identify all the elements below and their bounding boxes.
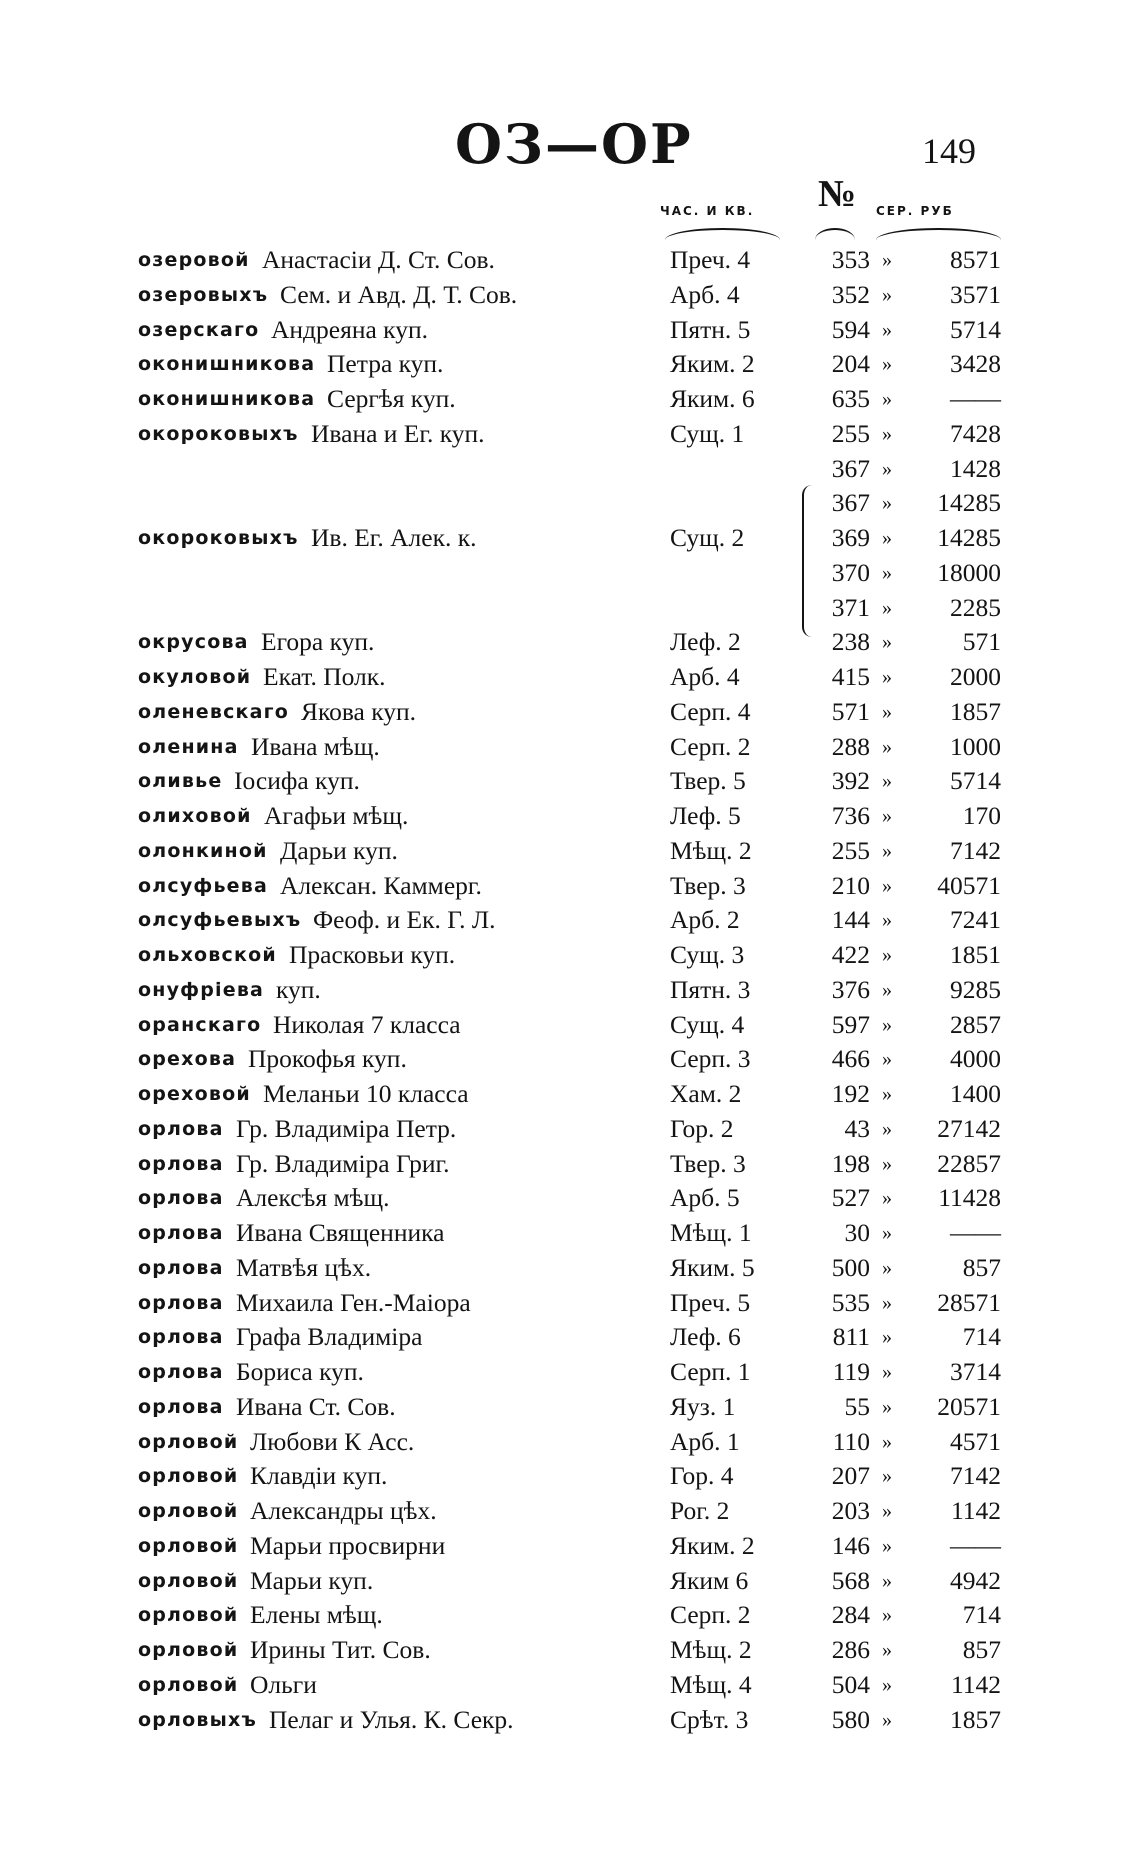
- house-number-cell: 55: [844, 1391, 870, 1421]
- surname-cell: оконишникова: [138, 388, 316, 410]
- table-row: [0, 556, 1140, 591]
- separator-mark: »: [882, 1117, 892, 1140]
- table-row: [0, 452, 1140, 487]
- district-cell: Сущ. 3: [670, 940, 745, 969]
- name-detail-cell: Матвѣя цѣх.: [236, 1252, 372, 1282]
- separator-mark: »: [882, 596, 892, 619]
- header-brace: [665, 228, 780, 240]
- separator-mark: »: [882, 492, 892, 515]
- rubles-cell: 7142: [950, 1461, 1001, 1491]
- separator-mark: »: [882, 283, 892, 306]
- house-number-cell: 353: [831, 245, 870, 274]
- name-detail-cell: Пелаг и Улья. К. Секр.: [269, 1704, 514, 1734]
- rubles-cell: 3428: [950, 349, 1001, 379]
- separator-mark: »: [882, 1291, 892, 1314]
- surname-cell: олиховой: [138, 805, 252, 827]
- table-row: [0, 799, 1140, 834]
- table-row: [0, 313, 1140, 348]
- name-detail-cell: Прокофья куп.: [248, 1044, 407, 1074]
- district-cell: Мѣщ. 2: [670, 1635, 752, 1664]
- table-row: [0, 278, 1140, 313]
- district-cell: Срѣт. 3: [670, 1704, 749, 1734]
- name-detail-cell: Гр. Владиміра Петр.: [236, 1113, 457, 1143]
- house-number-cell: 568: [831, 1565, 870, 1595]
- district-cell: Мѣщ. 1: [670, 1218, 752, 1247]
- district-cell: Леф. 5: [670, 801, 741, 830]
- header-brace: [876, 228, 1001, 240]
- table-row: [0, 1286, 1140, 1321]
- table-row: [0, 695, 1140, 730]
- surname-cell: орлова: [138, 1256, 224, 1279]
- surname-cell: озерскаго: [138, 318, 260, 341]
- name-detail-cell: Ивана Священника: [236, 1218, 445, 1247]
- surname-cell: олсуфьевыхъ: [138, 909, 302, 932]
- column-header-number: №: [818, 173, 857, 215]
- rubles-cell: ——: [950, 1218, 1001, 1247]
- house-number-cell: 288: [831, 731, 870, 761]
- page-title: ОЗ—ОР: [455, 112, 693, 176]
- name-detail-cell: Сергѣя куп.: [327, 384, 456, 413]
- rubles-cell: 8571: [950, 245, 1001, 274]
- separator-mark: »: [882, 1222, 892, 1244]
- surname-cell: орловой: [138, 1534, 239, 1557]
- table-row: [0, 1008, 1140, 1043]
- column-header-rubles: СЕР. РУБ: [876, 204, 954, 218]
- district-cell: Мѣщ. 4: [670, 1669, 752, 1699]
- separator-mark: »: [882, 978, 892, 1001]
- district-cell: Яким. 2: [670, 349, 755, 379]
- table-row: [0, 625, 1140, 660]
- name-detail-cell: Ив. Ег. Алек. к.: [311, 523, 477, 552]
- surname-cell: орловой: [138, 1500, 239, 1522]
- surname-cell: орловой: [138, 1465, 239, 1488]
- house-number-cell: 255: [831, 418, 870, 448]
- house-number-cell: 811: [832, 1322, 870, 1352]
- house-number-cell: 376: [831, 974, 870, 1004]
- district-cell: Пятн. 3: [670, 974, 751, 1004]
- house-number-cell: 286: [831, 1635, 870, 1664]
- surname-cell: озеровыхъ: [138, 283, 269, 306]
- table-row: [0, 1703, 1140, 1738]
- rubles-cell: 2000: [950, 662, 1001, 691]
- surname-cell: орловыхъ: [138, 1708, 257, 1731]
- district-cell: Серп. 3: [670, 1044, 751, 1074]
- name-detail-cell: Петра куп.: [327, 349, 444, 379]
- rubles-cell: 1428: [950, 453, 1001, 483]
- house-number-cell: 571: [831, 696, 870, 726]
- name-detail-cell: Сем. и Авд. Д. Т. Сов.: [280, 279, 518, 309]
- name-detail-cell: Алексѣя мѣщ.: [236, 1183, 390, 1213]
- rubles-cell: 28571: [937, 1287, 1001, 1317]
- district-cell: Серп. 2: [670, 1600, 751, 1630]
- table-row: [0, 1251, 1140, 1286]
- table-row: [0, 1320, 1140, 1355]
- surname-cell: оранскаго: [138, 1013, 262, 1036]
- name-detail-cell: Анастасіи Д. Ст. Сов.: [262, 245, 495, 274]
- house-number-cell: 580: [831, 1704, 870, 1734]
- rubles-cell: 40571: [937, 870, 1001, 900]
- table-row: [0, 1598, 1140, 1633]
- house-number-cell: 204: [831, 349, 870, 379]
- house-number-cell: 369: [831, 523, 870, 552]
- name-detail-cell: Александры цѣх.: [250, 1496, 437, 1525]
- name-detail-cell: Феоф. и Ек. Г. Л.: [313, 905, 496, 935]
- district-cell: Арб. 1: [670, 1426, 740, 1456]
- separator-mark: »: [882, 1083, 892, 1105]
- house-number-cell: 255: [831, 835, 870, 865]
- district-cell: Серп. 4: [670, 696, 751, 726]
- district-cell: Рог. 2: [670, 1496, 730, 1525]
- separator-mark: »: [882, 770, 892, 793]
- district-cell: Гор. 2: [670, 1113, 734, 1143]
- table-row: [0, 869, 1140, 904]
- name-detail-cell: Екат. Полк.: [263, 662, 386, 691]
- surname-cell: оленевскаго: [138, 700, 290, 723]
- name-detail-cell: Алексан. Каммерг.: [280, 870, 482, 900]
- table-row: [0, 730, 1140, 765]
- district-cell: Арб. 5: [670, 1183, 740, 1213]
- separator-mark: »: [882, 318, 892, 341]
- surname-cell: орловой: [138, 1569, 239, 1592]
- table-row: [0, 1529, 1140, 1564]
- house-number-cell: 367: [831, 453, 870, 483]
- district-cell: Пятн. 5: [670, 314, 751, 344]
- rubles-cell: 22857: [937, 1148, 1001, 1178]
- table-row: [0, 834, 1140, 869]
- house-number-cell: 352: [831, 279, 870, 309]
- district-cell: Яким. 6: [670, 384, 755, 413]
- separator-mark: »: [882, 1256, 892, 1279]
- district-cell: Арб. 4: [670, 662, 740, 691]
- rubles-cell: 4942: [950, 1565, 1001, 1595]
- separator-mark: »: [882, 1326, 892, 1349]
- house-number-cell: 736: [831, 801, 870, 830]
- separator-mark: »: [882, 388, 892, 410]
- separator-mark: »: [882, 666, 892, 688]
- table-row: [0, 1112, 1140, 1147]
- name-detail-cell: Егора куп.: [261, 627, 375, 657]
- table-row: [0, 243, 1140, 278]
- district-cell: Мѣщ. 2: [670, 835, 752, 865]
- rubles-cell: 714: [962, 1600, 1001, 1630]
- district-cell: Гор. 4: [670, 1461, 734, 1491]
- rubles-cell: 7428: [950, 418, 1001, 448]
- surname-cell: оконишникова: [138, 353, 316, 376]
- table-row: [0, 1077, 1140, 1112]
- rubles-cell: ——: [950, 384, 1001, 413]
- surname-cell: орловой: [138, 1639, 239, 1661]
- surname-cell: ольховской: [138, 944, 277, 966]
- name-detail-cell: Елены мѣщ.: [250, 1600, 383, 1630]
- district-cell: Леф. 2: [670, 627, 741, 657]
- table-row: [0, 486, 1140, 521]
- table-row: [0, 1459, 1140, 1494]
- separator-mark: »: [882, 249, 892, 271]
- name-detail-cell: Агафьи мѣщ.: [264, 801, 409, 830]
- table-row: [0, 1042, 1140, 1077]
- table-row: [0, 382, 1140, 417]
- rubles-cell: 1000: [950, 731, 1001, 761]
- house-number-cell: 422: [831, 940, 870, 969]
- district-cell: Преч. 5: [670, 1287, 751, 1317]
- register-table: [0, 243, 1140, 1737]
- district-cell: Серп. 1: [670, 1357, 751, 1386]
- name-detail-cell: Ивана мѣщ.: [251, 731, 380, 761]
- district-cell: Преч. 4: [670, 245, 751, 274]
- surname-cell: окороковыхъ: [138, 422, 299, 445]
- separator-mark: »: [882, 1152, 892, 1175]
- rubles-cell: 857: [962, 1252, 1001, 1282]
- rubles-cell: 9285: [950, 974, 1001, 1004]
- name-detail-cell: Дарьи куп.: [280, 835, 398, 865]
- rubles-cell: 27142: [937, 1113, 1001, 1143]
- house-number-cell: 207: [831, 1461, 870, 1491]
- name-detail-cell: куп.: [276, 974, 321, 1004]
- separator-mark: »: [882, 457, 892, 480]
- district-cell: Твер. 5: [670, 766, 746, 796]
- name-detail-cell: Марьи куп.: [250, 1565, 374, 1595]
- surname-cell: орлова: [138, 1222, 224, 1244]
- district-cell: Хам. 2: [670, 1079, 742, 1108]
- house-number-cell: 466: [831, 1044, 870, 1074]
- table-row: [0, 1494, 1140, 1529]
- rubles-cell: 5714: [950, 314, 1001, 344]
- table-row: [0, 903, 1140, 938]
- separator-mark: »: [882, 805, 892, 827]
- rubles-cell: 7142: [950, 835, 1001, 865]
- district-cell: Сущ. 2: [670, 523, 745, 552]
- district-cell: Яким. 2: [670, 1530, 755, 1560]
- house-number-cell: 192: [831, 1079, 870, 1108]
- house-number-cell: 119: [832, 1357, 870, 1386]
- district-cell: Леф. 6: [670, 1322, 741, 1352]
- surname-cell: орлова: [138, 1187, 224, 1210]
- separator-mark: »: [882, 527, 892, 549]
- separator-mark: »: [882, 353, 892, 376]
- separator-mark: »: [882, 1187, 892, 1210]
- house-number-cell: 535: [831, 1287, 870, 1317]
- name-detail-cell: Меланьи 10 класса: [263, 1079, 469, 1108]
- rubles-cell: 714: [962, 1322, 1001, 1352]
- separator-mark: »: [882, 1430, 892, 1453]
- house-number-cell: 284: [831, 1600, 870, 1630]
- separator-mark: »: [882, 1569, 892, 1592]
- name-detail-cell: Андреяна куп.: [271, 314, 428, 344]
- rubles-cell: 1142: [950, 1669, 1001, 1699]
- rubles-cell: 4571: [950, 1426, 1001, 1456]
- table-row: [0, 660, 1140, 695]
- table-row: [0, 764, 1140, 799]
- separator-mark: »: [882, 1639, 892, 1661]
- surname-cell: олсуфьева: [138, 874, 269, 897]
- rubles-cell: 1400: [950, 1079, 1001, 1108]
- rubles-cell: 14285: [937, 488, 1001, 518]
- table-row: [0, 591, 1140, 626]
- table-row: [0, 1564, 1140, 1599]
- separator-mark: »: [882, 944, 892, 966]
- rubles-cell: 3571: [950, 279, 1001, 309]
- rubles-cell: 571: [962, 627, 1001, 657]
- rubles-cell: 170: [962, 801, 1001, 830]
- district-cell: Твер. 3: [670, 870, 746, 900]
- district-cell: Сущ. 4: [670, 1009, 745, 1039]
- surname-cell: окороковыхъ: [138, 527, 299, 549]
- surname-cell: орлова: [138, 1152, 224, 1175]
- name-detail-cell: Марьи просвирни: [250, 1530, 446, 1560]
- rubles-cell: 4000: [950, 1044, 1001, 1074]
- surname-cell: орловой: [138, 1604, 239, 1627]
- name-detail-cell: Графа Владиміра: [236, 1322, 423, 1352]
- name-detail-cell: Прасковьи куп.: [289, 940, 456, 969]
- rubles-cell: 1851: [950, 940, 1001, 969]
- surname-cell: окрусова: [138, 631, 249, 654]
- house-number-cell: 415: [831, 662, 870, 691]
- separator-mark: »: [882, 1361, 892, 1383]
- rubles-cell: 1142: [950, 1496, 1001, 1525]
- table-row: [0, 1181, 1140, 1216]
- district-cell: Арб. 4: [670, 279, 740, 309]
- separator-mark: »: [882, 422, 892, 445]
- name-detail-cell: Іосифа куп.: [234, 766, 360, 796]
- surname-cell: орлова: [138, 1361, 224, 1383]
- separator-mark: »: [882, 1013, 892, 1036]
- surname-cell: орлова: [138, 1395, 224, 1418]
- separator-mark: »: [882, 1465, 892, 1488]
- name-detail-cell: Ольги: [250, 1669, 317, 1699]
- separator-mark: »: [882, 839, 892, 862]
- district-cell: Арб. 2: [670, 905, 740, 935]
- rubles-cell: 7241: [950, 905, 1001, 935]
- table-row: [0, 1633, 1140, 1668]
- table-row: [0, 938, 1140, 973]
- name-detail-cell: Любови К Асс.: [250, 1426, 415, 1456]
- district-cell: Яким. 5: [670, 1252, 755, 1282]
- surname-cell: орлова: [138, 1117, 224, 1140]
- separator-mark: »: [882, 1708, 892, 1731]
- surname-cell: орлова: [138, 1291, 224, 1314]
- name-detail-cell: Якова куп.: [301, 696, 417, 726]
- house-number-cell: 30: [844, 1218, 870, 1247]
- name-detail-cell: Ирины Тит. Сов.: [250, 1635, 431, 1664]
- surname-cell: озеровой: [138, 249, 250, 271]
- rubles-cell: 1857: [950, 1704, 1001, 1734]
- separator-mark: »: [882, 1534, 892, 1557]
- separator-mark: »: [882, 1395, 892, 1418]
- separator-mark: »: [882, 700, 892, 723]
- header-brace: [815, 228, 855, 240]
- district-cell: Сущ. 1: [670, 418, 745, 448]
- house-number-cell: 238: [831, 627, 870, 657]
- column-header-part: ЧАС. И КВ.: [660, 204, 755, 218]
- surname-cell: орлова: [138, 1326, 224, 1349]
- separator-mark: »: [882, 1500, 892, 1522]
- surname-cell: орловой: [138, 1673, 239, 1696]
- name-detail-cell: Николая 7 класса: [273, 1009, 461, 1039]
- table-row: [0, 1390, 1140, 1425]
- name-detail-cell: Клавдіи куп.: [250, 1461, 388, 1491]
- table-row: [0, 1355, 1140, 1390]
- house-number-cell: 198: [831, 1148, 870, 1178]
- separator-mark: »: [882, 1673, 892, 1696]
- rubles-cell: 2857: [950, 1009, 1001, 1039]
- separator-mark: »: [882, 909, 892, 932]
- table-row: [0, 1147, 1140, 1182]
- house-number-cell: 210: [831, 870, 870, 900]
- house-number-cell: 43: [844, 1113, 870, 1143]
- rubles-cell: 18000: [937, 557, 1001, 587]
- name-detail-cell: Ивана и Ег. куп.: [311, 418, 485, 448]
- table-row: [0, 417, 1140, 452]
- separator-mark: »: [882, 735, 892, 758]
- rubles-cell: 5714: [950, 766, 1001, 796]
- separator-mark: »: [882, 1604, 892, 1627]
- house-number-cell: 370: [831, 557, 870, 587]
- surname-cell: окуловой: [138, 666, 252, 688]
- name-detail-cell: Бориса куп.: [236, 1357, 364, 1386]
- house-number-cell: 392: [831, 766, 870, 796]
- house-number-cell: 203: [831, 1496, 870, 1525]
- surname-cell: олонкиной: [138, 839, 268, 862]
- surname-cell: оленина: [138, 735, 239, 758]
- house-number-cell: 110: [832, 1426, 870, 1456]
- name-detail-cell: Ивана Ст. Сов.: [236, 1391, 396, 1421]
- house-number-cell: 371: [831, 592, 870, 622]
- rubles-cell: ——: [950, 1530, 1001, 1560]
- separator-mark: »: [882, 561, 892, 584]
- separator-mark: »: [882, 874, 892, 897]
- table-row: [0, 1668, 1140, 1703]
- surname-cell: онуфріева: [138, 978, 265, 1001]
- rubles-cell: 20571: [937, 1391, 1001, 1421]
- name-detail-cell: Михаила Ген.-Маіора: [236, 1287, 471, 1317]
- house-number-cell: 635: [831, 384, 870, 413]
- table-row: [0, 973, 1140, 1008]
- house-number-cell: 527: [831, 1183, 870, 1213]
- house-number-cell: 367: [831, 488, 870, 518]
- rubles-cell: 3714: [950, 1357, 1001, 1386]
- surname-cell: ореховой: [138, 1083, 251, 1105]
- separator-mark: »: [882, 631, 892, 654]
- table-row: [0, 521, 1140, 556]
- house-number-cell: 146: [831, 1530, 870, 1560]
- rubles-cell: 11428: [938, 1183, 1001, 1213]
- house-number-cell: 504: [831, 1669, 870, 1699]
- table-row: [0, 1216, 1140, 1251]
- surname-cell: оливье: [138, 770, 223, 793]
- rubles-cell: 1857: [950, 696, 1001, 726]
- surname-cell: орехова: [138, 1048, 237, 1071]
- rubles-cell: 857: [962, 1635, 1001, 1664]
- district-cell: Яуз. 1: [670, 1391, 736, 1421]
- table-row: [0, 347, 1140, 382]
- house-number-cell: 597: [831, 1009, 870, 1039]
- house-number-cell: 594: [831, 314, 870, 344]
- district-cell: Яким 6: [670, 1565, 749, 1595]
- house-number-cell: 500: [831, 1252, 870, 1282]
- name-detail-cell: Гр. Владиміра Григ.: [236, 1148, 450, 1178]
- table-row: [0, 1425, 1140, 1460]
- rubles-cell: 2285: [950, 592, 1001, 622]
- house-number-cell: 144: [831, 905, 870, 935]
- page-number: 149: [922, 131, 976, 171]
- surname-cell: орловой: [138, 1430, 239, 1453]
- rubles-cell: 14285: [937, 523, 1001, 552]
- district-cell: Твер. 3: [670, 1148, 746, 1178]
- district-cell: Серп. 2: [670, 731, 751, 761]
- separator-mark: »: [882, 1048, 892, 1071]
